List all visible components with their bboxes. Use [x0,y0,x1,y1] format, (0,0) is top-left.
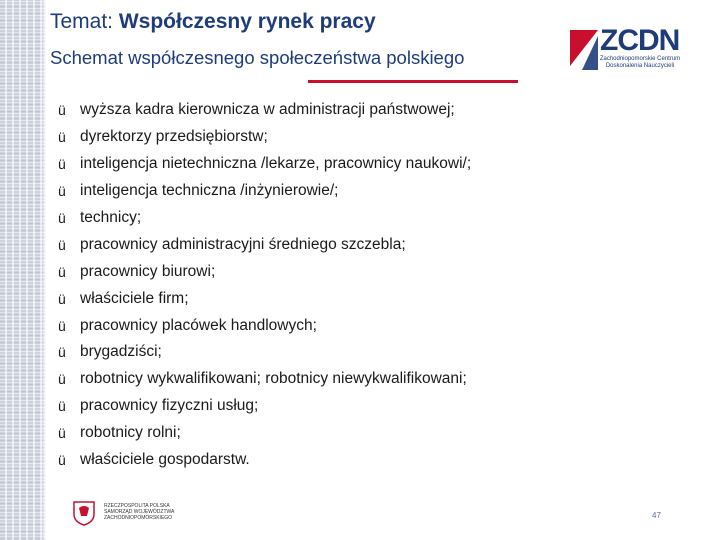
title-underline [308,80,518,83]
list-item-text: pracownicy biurowi; [80,262,216,280]
check-icon: ü [58,129,66,146]
list-item-text: wyższa kadra kierownicza w administracji państwowej; [80,101,455,119]
regional-emblem-icon [72,500,96,526]
check-icon: ü [58,290,66,307]
list-item [58,366,471,393]
list-item [58,151,471,178]
list-item [58,285,471,312]
list-item [58,205,471,232]
check-icon: ü [58,210,66,226]
list-item [58,339,471,366]
list-item [58,447,471,474]
list-item [58,312,471,339]
list-item-text: inteligencja nietechniczna /lekarze, pracownicy naukowi/; [80,155,472,173]
list-item-text: dyrektorzy przedsiębiorstw; [80,128,268,146]
page-title [50,10,376,34]
check-icon: ü [58,236,66,253]
list-item [58,393,471,420]
page-number: 47 [652,511,661,520]
list-item [58,178,471,205]
page-subtitle: Schemat współczesnego społeczeństwa polskiego [50,47,465,68]
list-item-text: technicy; [80,209,142,226]
list-item [58,97,471,124]
check-icon: ü [58,102,66,119]
check-icon: ü [58,398,66,415]
check-icon: ü [58,452,66,469]
check-icon: ü [58,156,66,173]
logo-text: ZCDN [600,24,680,57]
list-item-text: pracownicy administracyjni średniego szczebla; [80,235,406,253]
list-item [58,124,471,151]
check-icon: ü [58,425,66,442]
decorative-side-strip [0,0,46,540]
list-item [58,420,471,447]
social-structure-list [58,97,471,473]
logo-caption: Zachodniopomorskie Centrum Doskonalenia Nauczycieli [599,56,681,69]
list-item-text: pracownicy placówek handlowych; [80,316,317,334]
check-icon: ü [58,317,66,334]
check-icon: ü [58,263,66,280]
list-item-text: właściciele firm; [80,289,189,307]
check-icon: ü [58,371,66,388]
list-item-text: robotnicy rolni; [80,424,181,442]
check-icon: ü [58,183,66,200]
list-item-text: pracownicy fizyczni usług; [80,397,259,415]
list-item-text: robotnicy wykwalifikowani; robotnicy niewykwalifikowani; [80,370,467,388]
list-item [58,258,471,285]
list-item-text: właściciele gospodarstw. [80,451,250,469]
list-item [58,231,471,258]
check-icon: ü [58,344,66,361]
list-item-text: inteligencja techniczna /inżynierowie/; [80,182,339,200]
list-item-text: brygadziści; [80,343,162,361]
footer-institution-text: RZECZPOSPOLITA POLSKA SAMORZĄD WOJEWÓDZTWA ZACHODNIOPOMORSKIEGO [104,503,175,521]
title-prefix: Temat: [50,10,119,33]
title-topic: Współczesny rynek pracy [118,10,376,33]
